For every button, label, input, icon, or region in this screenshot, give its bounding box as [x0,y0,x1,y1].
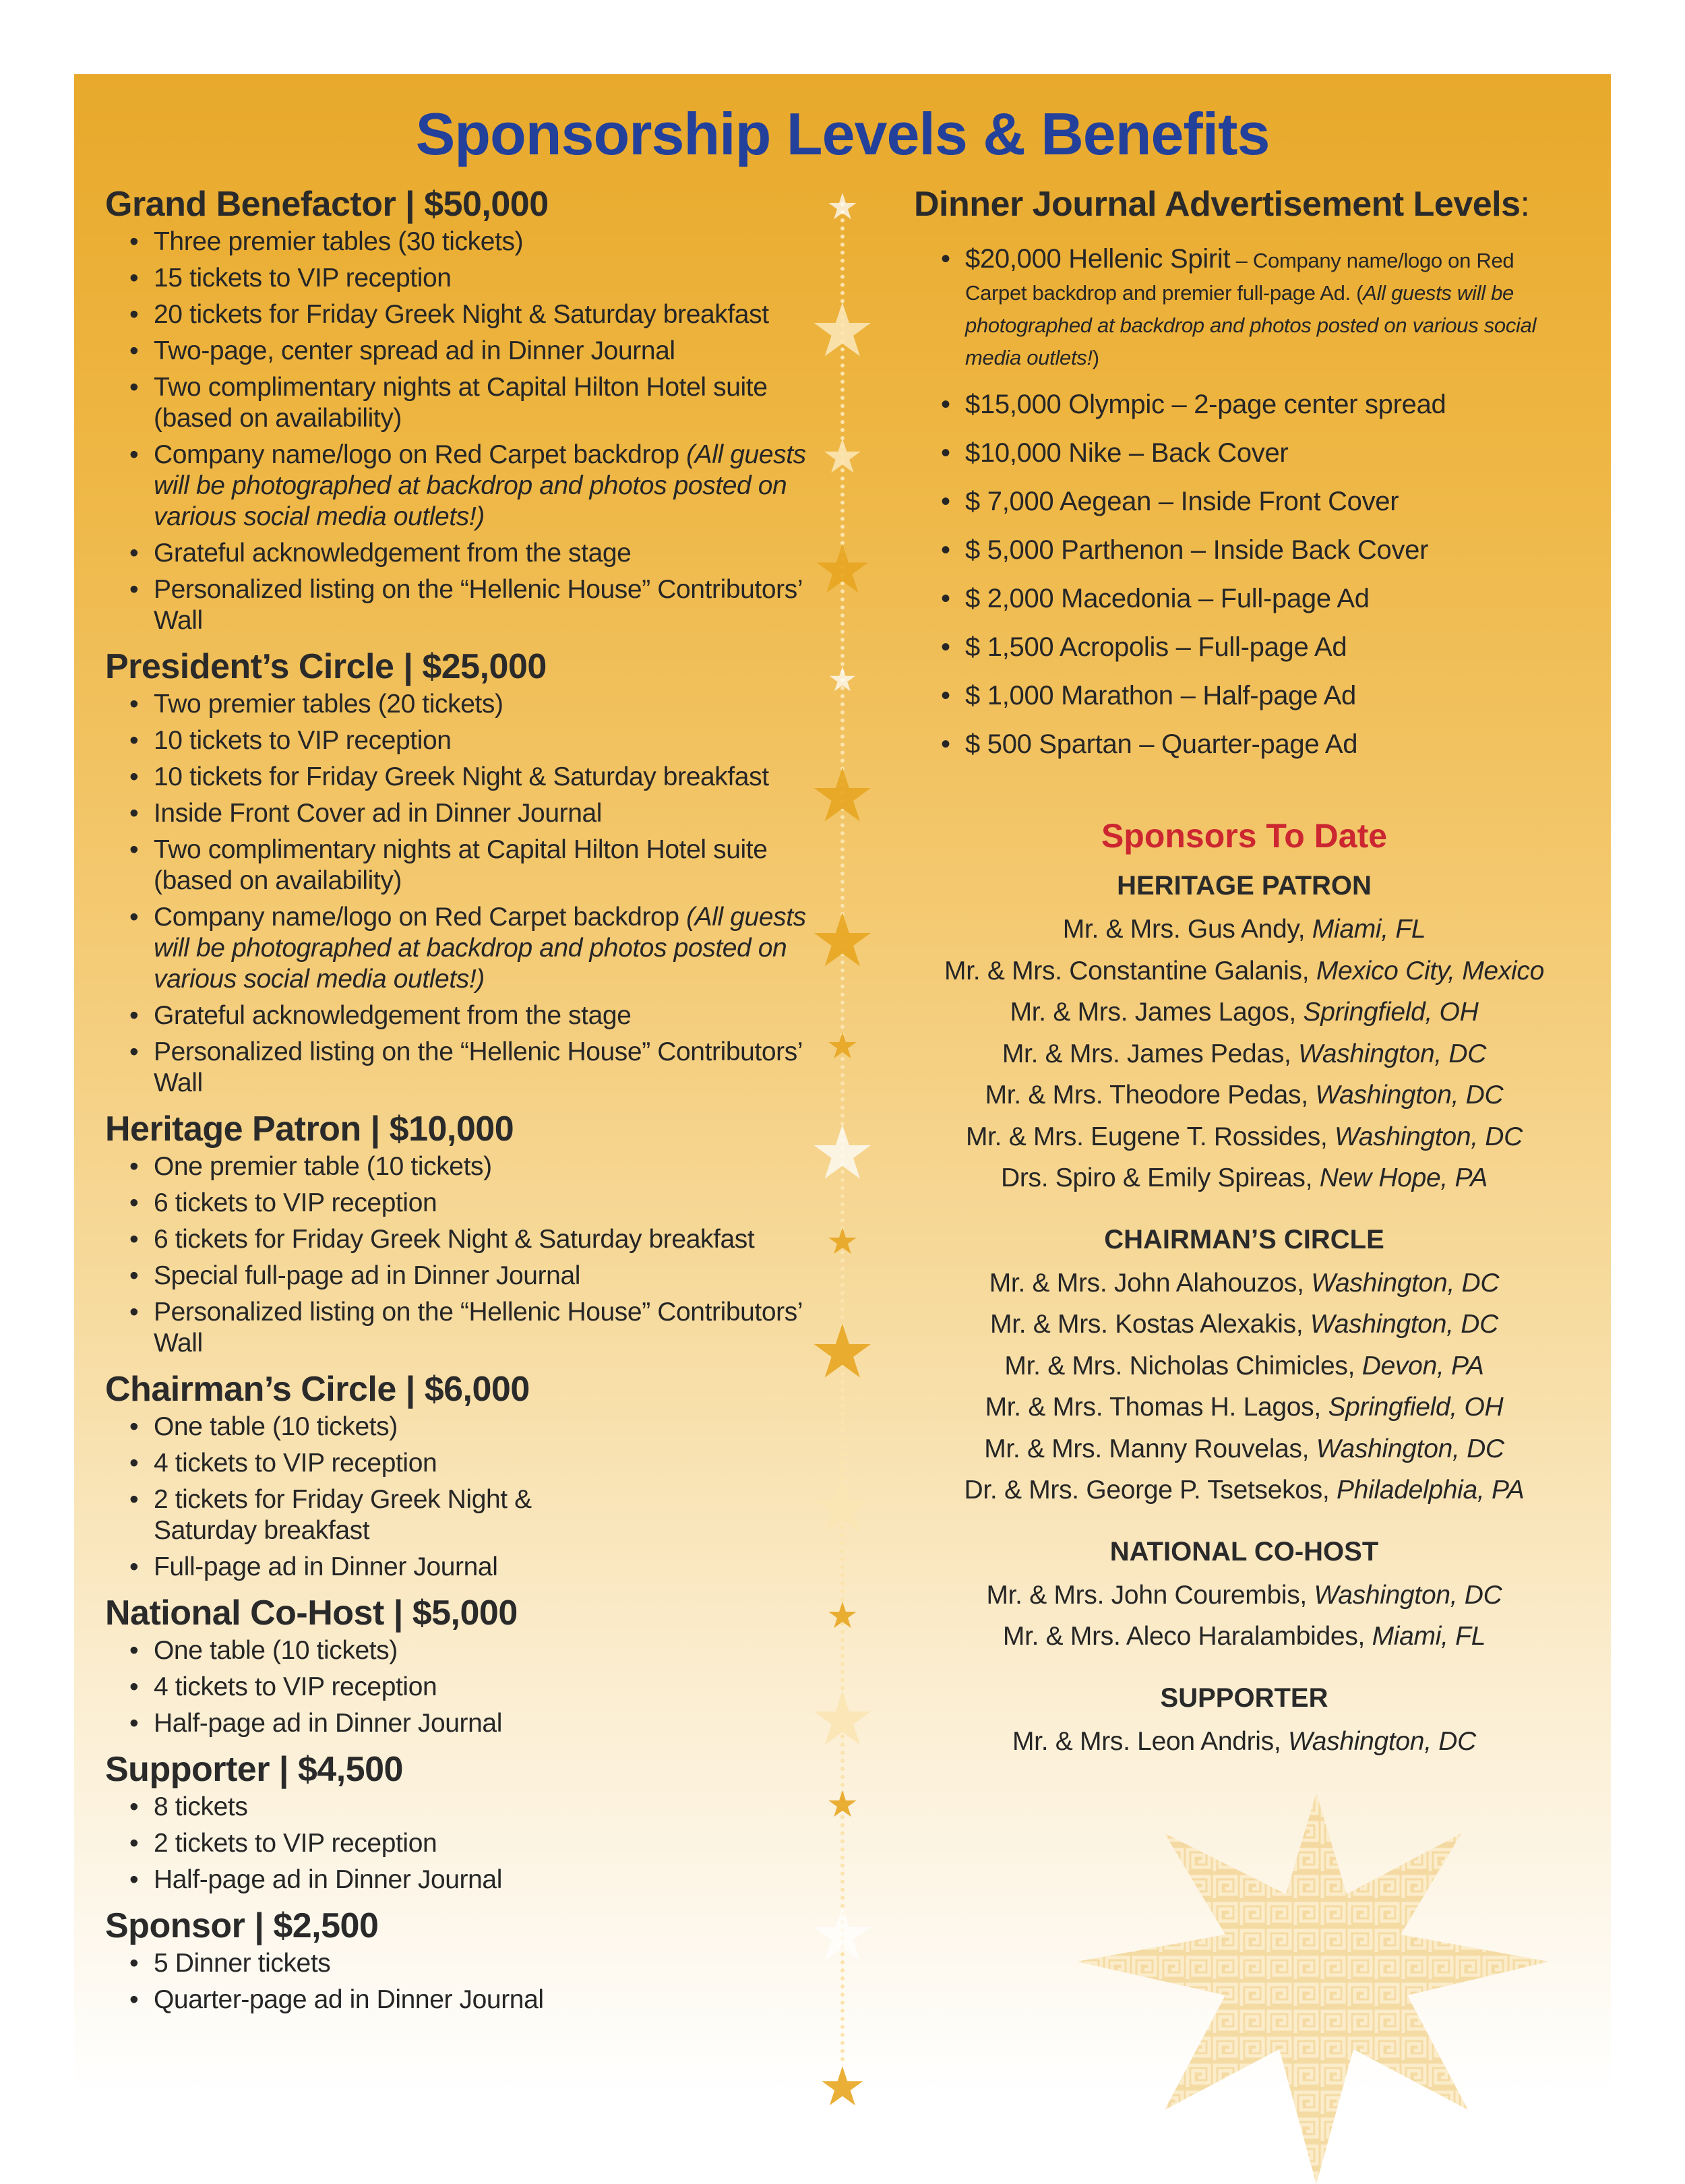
ad-level-item: • $15,000 Olympic – 2-page center spread [965,388,1574,421]
sponsor-name: Mr. & Mrs. Eugene T. Rossides, Washington, DC [965,1122,1523,1151]
benefit-item: • 4 tickets to VIP reception [154,1448,639,1479]
decorative-star-icon [1077,1793,1549,2184]
benefit-item: • Quarter-page ad in Dinner Journal [154,1984,833,2015]
star-icon: ★ [818,2055,867,2118]
star-icon: ★ [809,897,876,983]
sponsor-name: Mr. & Mrs. Manny Rouvelas, Washington, DC [984,1434,1504,1463]
sponsor-name: Mr. & Mrs. James Lagos, Springfield, OH [1010,998,1479,1027]
sponsor-name: Mr. & Mrs. Nicholas Chimicles, Devon, PA [1004,1351,1484,1381]
level-heritage-patron [105,1107,833,1359]
star-icon: ★ [809,1463,876,1550]
sponsor-name: Mr. & Mrs. James Pedas, Washington, DC [1002,1039,1487,1068]
level-heading: Grand Benefactor | $50,000 [105,185,549,224]
sponsor-group-title: HERITAGE PATRON [1117,871,1372,901]
star-icon: ★ [826,1594,859,1637]
benefit-item: • 2 tickets to VIP reception [154,1828,833,1859]
benefit-item: • 20 tickets for Friday Greek Night & Saturday breakfast [154,299,833,330]
star-icon: ★ [809,1891,876,1978]
ad-level-item: • $ 1,000 Marathon – Half-page Ad [965,679,1574,712]
sponsor-name: Mr. & Mrs. Leon Andris, Washington, DC [1012,1726,1476,1756]
sponsor-name: Mr. & Mrs. Gus Andy, Miami, FL [1062,915,1426,944]
page-title: Sponsorship Levels & Benefits [415,100,1270,167]
sponsor-group-title: CHAIRMAN’S CIRCLE [1104,1224,1384,1254]
benefit-item: • Personalized listing on the “Hellenic House” Contributors’ Wall [154,1297,833,1359]
star-icon: ★ [826,1783,859,1826]
ad-level-item: • $ 7,000 Aegean – Inside Front Cover [965,485,1574,518]
star-icon: ★ [827,659,858,699]
benefit-item: • Two-page, center spread ad in Dinner Journal [154,336,833,367]
star-pattern [1077,1793,1549,2184]
star-icon: ★ [809,1308,876,1395]
benefit-item: • Two complimentary nights at Capital Hilton Hotel suite (based on availability) [154,835,833,897]
star-icon: ★ [812,530,873,609]
sponsor-name: Drs. Spiro & Emily Spireas, New Hope, PA [1000,1163,1488,1192]
benefit-item: • Two premier tables (20 tickets) [154,689,833,720]
star-icon: ★ [809,1675,876,1762]
level-heading: Heritage Patron | $10,000 [105,1110,514,1149]
benefit-item: • Personalized listing on the “Hellenic House” Contributors’ Wall [154,574,833,636]
level-national-co-host [105,1591,833,1739]
sponsor-group-title: SUPPORTER [1160,1682,1328,1713]
benefit-item: • 15 tickets to VIP reception [154,263,833,294]
benefit-item: • 5 Dinner tickets [154,1948,833,1979]
sponsor-group-title: NATIONAL CO-HOST [1109,1536,1379,1567]
benefit-item: • 10 tickets for Friday Greek Night & Saturday breakfast [154,762,833,793]
ad-level-item: • $20,000 Hellenic Spirit – Company name/logo on Red Carpet backdrop and premier full-page Ad. (All guests will be photographed at backdrop and photos posted on various social media outlets!) [965,243,1574,372]
ad-level-item: • $10,000 Nike – Back Cover [965,437,1574,469]
level-heading: President’s Circle | $25,000 [105,647,547,686]
level-supporter [105,1747,833,1895]
benefit-item: • Full-page ad in Dinner Journal [154,1552,639,1583]
level-presidents-circle [105,644,833,1099]
benefit-item: • Grateful acknowledgement from the stage [154,538,833,569]
sponsor-name: Mr. & Mrs. Aleco Haralambides, Miami, FL [1002,1622,1486,1651]
benefit-item: • Personalized listing on the “Hellenic House” Contributors’ Wall [154,1037,833,1099]
sponsor-name: Mr. & Mrs. John Alahouzos, Washington, DC [989,1268,1500,1298]
benefit-item: • Inside Front Cover ad in Dinner Journal [154,798,833,829]
benefit-item: • Company name/logo on Red Carpet backdrop (All guests will be photographed at backdrop and photos posted on various social media outlets!) [154,439,833,533]
ad-level-item: • $ 1,500 Acropolis – Full-page Ad [965,631,1574,663]
benefit-item: • One table (10 tickets) [154,1635,833,1666]
benefit-item: • 6 tickets for Friday Greek Night & Saturday breakfast [154,1224,833,1255]
benefit-item: • 4 tickets to VIP reception [154,1672,833,1703]
sponsors-to-date [914,809,1574,1784]
level-heading: National Co-Host | $5,000 [105,1594,518,1633]
sponsors-title: Sponsors To Date [1101,817,1388,855]
benefit-item: • 2 tickets for Friday Greek Night & Saturday breakfast [154,1484,639,1546]
sponsor-group-national-co-host [914,1533,1574,1658]
level-sponsor [105,1904,833,2015]
benefit-item: • 6 tickets to VIP reception [154,1188,833,1219]
level-chairmans-circle [105,1367,833,1583]
benefit-item: • One premier table (10 tickets) [154,1151,833,1182]
sponsor-name: Mr. & Mrs. Constantine Galanis, Mexico City, Mexico [944,956,1544,985]
sponsor-name: Dr. & Mrs. George P. Tsetsekos, Philadelphia, PA [964,1476,1525,1505]
star-icon: ★ [809,286,876,373]
level-grand-benefactor [105,182,833,636]
benefit-item: • One table (10 tickets) [154,1412,639,1443]
benefit-item: • 10 tickets to VIP reception [154,725,833,756]
star-icon: ★ [821,428,864,484]
sponsor-name: Mr. & Mrs. John Courembis, Washington, DC [986,1580,1502,1610]
ad-level-item: • $ 2,000 Macedonia – Full-page Ad [965,582,1574,615]
sponsor-name: Mr. & Mrs. Theodore Pedas, Washington, DC [985,1081,1504,1110]
sponsor-group-heritage-patron [914,867,1574,1199]
star-icon: ★ [826,185,859,229]
ad-level-item: • $ 500 Spartan – Quarter-page Ad [965,728,1574,760]
sponsor-name: Mr. & Mrs. Thomas H. Lagos, Springfield, OH [985,1393,1504,1422]
benefit-item: • 8 tickets [154,1792,833,1823]
benefit-item: • Company name/logo on Red Carpet backdrop (All guests will be photographed at backdrop and photos posted on various social media outlets!) [154,902,833,995]
level-heading: Sponsor | $2,500 [105,1906,379,1945]
star-icon: ★ [809,752,876,839]
sponsor-group-chairmans-circle [914,1221,1574,1511]
benefit-item: • Three premier tables (30 tickets) [154,226,833,257]
benefit-item: • Half-page ad in Dinner Journal [154,1708,833,1739]
ad-level-item: • $ 5,000 Parthenon – Inside Back Cover [965,534,1574,566]
sponsor-name: Mr. & Mrs. Kostas Alexakis, Washington, DC [990,1310,1498,1339]
level-heading: Supporter | $4,500 [105,1750,403,1789]
star-icon: ★ [826,1220,859,1263]
dinner-journal-ads [914,182,1574,777]
benefit-item: • Grateful acknowledgement from the stage [154,1000,833,1031]
level-heading: Chairman’s Circle | $6,000 [105,1370,530,1409]
journal-heading: Dinner Journal Advertisement Levels: [914,185,1530,224]
sponsorship-levels [105,182,833,2024]
benefit-item: • Half-page ad in Dinner Journal [154,1864,833,1895]
sponsor-group-supporter [914,1679,1574,1763]
star-icon: ★ [826,1025,859,1068]
benefit-item: • Special full-page ad in Dinner Journal [154,1261,833,1292]
star-icon: ★ [809,1109,876,1196]
benefit-item: • Two complimentary nights at Capital Hilton Hotel suite (based on availability) [154,372,833,434]
